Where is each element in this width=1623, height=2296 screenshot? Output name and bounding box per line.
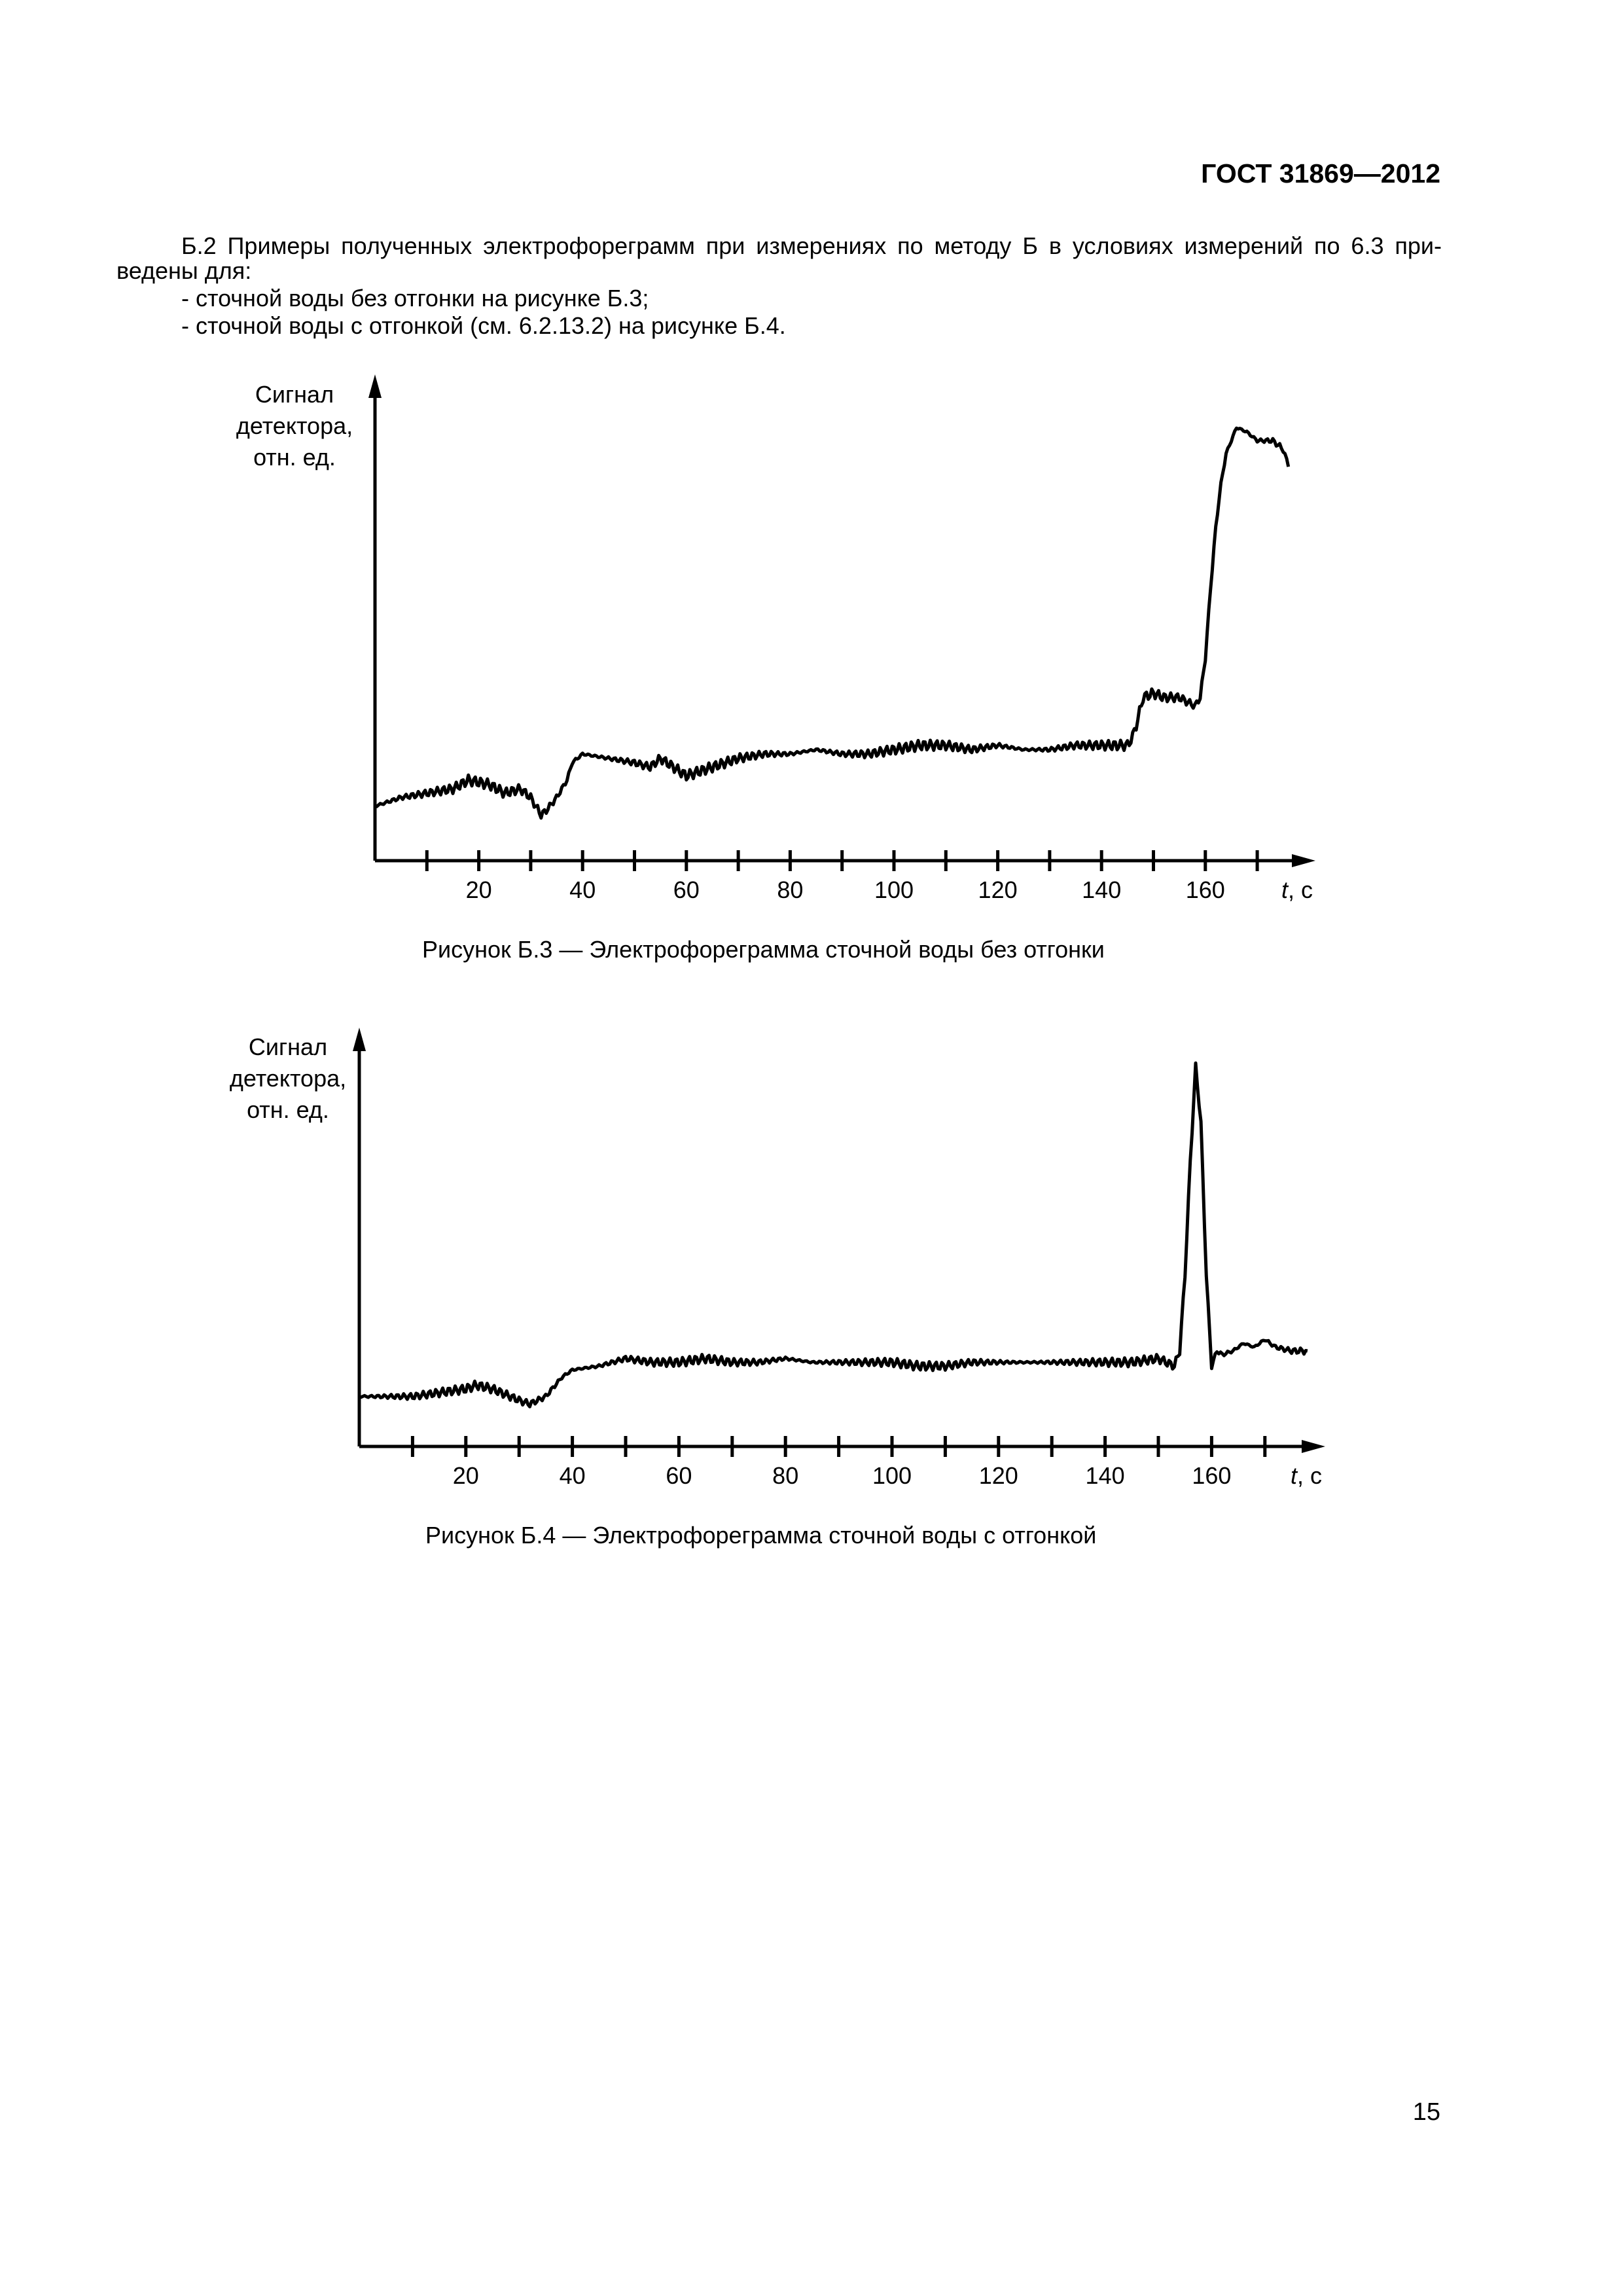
x-tick-label: 160: [1192, 1462, 1232, 1489]
x-tick-label: 20: [452, 1462, 479, 1489]
x-axis-label-variable: t: [1291, 1462, 1298, 1489]
y-axis-label-line-3: отн. ед.: [253, 444, 336, 471]
x-tick-label: 40: [559, 1462, 586, 1489]
x-axis-label: [1291, 1462, 1322, 1489]
x-tick-label: 60: [666, 1462, 692, 1489]
page-number: 15: [1412, 2098, 1440, 2126]
x-tick-label: 60: [673, 876, 700, 903]
figure-caption-b3: Рисунок Б.3 — Электрофореграмма сточной воды без отгонки: [422, 936, 1105, 963]
x-axis-label-unit: , с: [1297, 1462, 1323, 1489]
x-tick-label: 160: [1185, 876, 1225, 903]
x-tick-label: 80: [772, 1462, 799, 1489]
figure-caption-b4: Рисунок Б.4 — Электрофореграмма сточной воды с отгонкой: [425, 1522, 1097, 1549]
y-axis-label-line-2: детектора,: [229, 1065, 347, 1092]
intro-paragraph: Б.2 Примеры полученных электрофореграмм при измерениях по методу Б в условиях измерений по 6.3 при-ведены для:: [116, 232, 1442, 284]
electrophoregram-chart-b4: [0, 1021, 1623, 1518]
document-code: ГОСТ 31869—2012: [1201, 158, 1440, 188]
y-axis-arrow: [368, 374, 382, 398]
x-tick-label: 20: [465, 876, 492, 903]
y-axis-label-line-1: Сигнал: [255, 381, 334, 408]
intro-item-2: - сточной воды с отгонкой (см. 6.2.13.2) на рисунке Б.4.: [181, 312, 786, 339]
intro-item-1: - сточной воды без отгонки на рисунке Б.3;: [181, 285, 649, 312]
y-axis-label-line-1: Сигнал: [248, 1033, 328, 1060]
x-tick-label: 40: [569, 876, 596, 903]
y-axis-label-line-3: отн. ед.: [247, 1096, 329, 1123]
x-tick-label: 140: [1085, 1462, 1125, 1489]
intro-text: [116, 234, 1442, 338]
x-tick-labels: [466, 876, 1225, 903]
x-tick-label: 120: [978, 876, 1018, 903]
signal-trace: [375, 428, 1289, 818]
x-tick-label: 140: [1082, 876, 1122, 903]
x-axis-label-variable: t: [1281, 876, 1289, 903]
y-axis-arrow: [353, 1028, 366, 1051]
electrophoregram-chart-b3: [0, 367, 1623, 942]
x-axis-arrow: [1292, 854, 1315, 867]
signal-trace: [359, 1063, 1308, 1407]
x-axis-label-unit: , с: [1288, 876, 1313, 903]
x-axis-arrow: [1302, 1440, 1325, 1453]
x-tick-labels: [453, 1462, 1232, 1489]
y-axis-label-line-2: детектора,: [236, 412, 353, 439]
x-tick-label: 80: [777, 876, 804, 903]
x-axis-label: [1281, 876, 1313, 903]
x-tick-label: 100: [872, 1462, 912, 1489]
x-tick-label: 120: [978, 1462, 1018, 1489]
x-tick-label: 100: [874, 876, 914, 903]
